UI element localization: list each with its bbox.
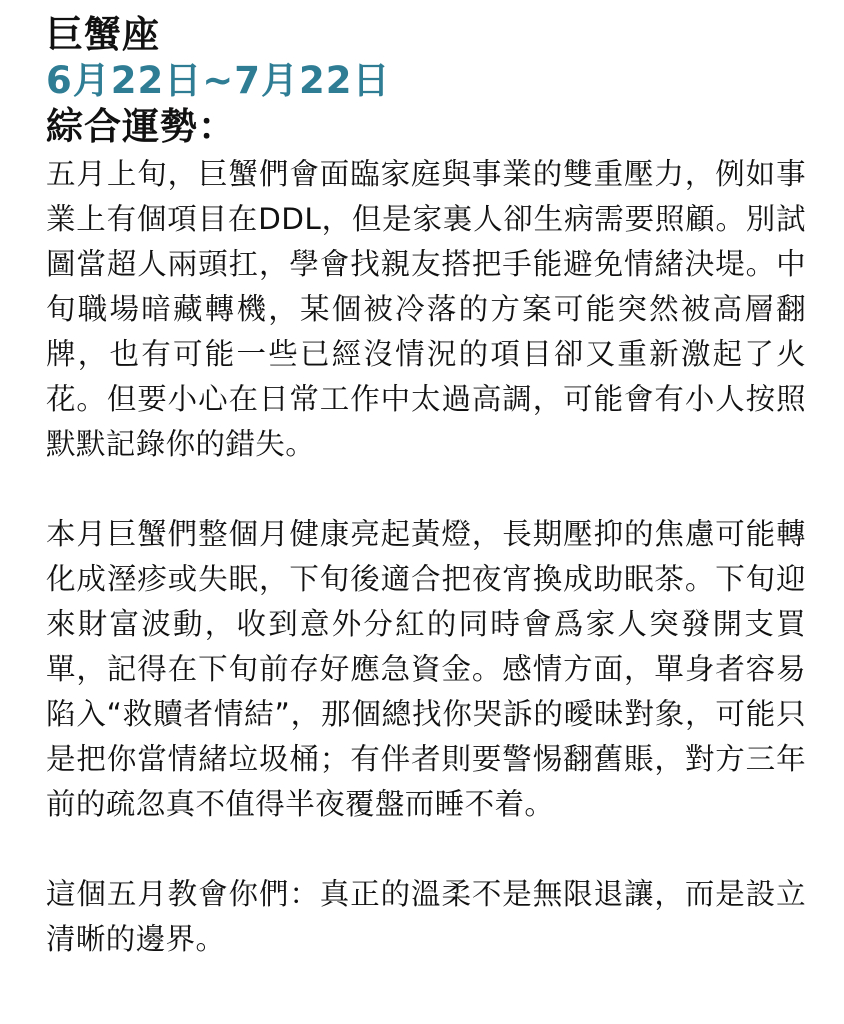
article-content [46,12,806,962]
date-range: 6月22日~7月22日 [46,59,391,102]
paragraph-health-wealth-love: 本月巨蟹們整個月健康亮起黃燈，長期壓抑的焦慮可能轉化成溼疹或失眠，下旬後適合把夜宵換成助眠茶。下旬迎來財富波動，收到意外分紅的同時會爲家人突發開支買單，記得在下旬前存好應急資金。感情方面，單身者容易陷入“救贖者情結”，那個總找你哭訴的曖昧對象，可能只是把你當情緒垃圾桶；有伴者則要警惕翻舊賬，對方三年前的疏忽真不值得半夜覆盤而睡不着。 [46,517,806,821]
section-heading: 綜合運勢： [46,105,236,148]
cropped-header-fragment [330,0,560,6]
sign-title: 巨蟹座 [46,13,160,56]
paragraph-conclusion: 這個五月教會你們：真正的溫柔不是無限退讓，而是設立清晰的邊界。 [46,877,806,956]
paragraph-early-mid-month: 五月上旬，巨蟹們會面臨家庭與事業的雙重壓力，例如事業上有個項目在DDL，但是家裏人卻生病需要照顧。別試圖當超人兩頭扛，學會找親友搭把手能避免情緒決堤。中旬職場暗藏轉機，某個被冷落的方案可能突然被高層翻牌，也有可能一些已經沒情況的項目卻又重新激起了火花。但要小心在日常工作中太過高調，可能會有小人按照默默記錄你的錯失。 [46,157,806,461]
